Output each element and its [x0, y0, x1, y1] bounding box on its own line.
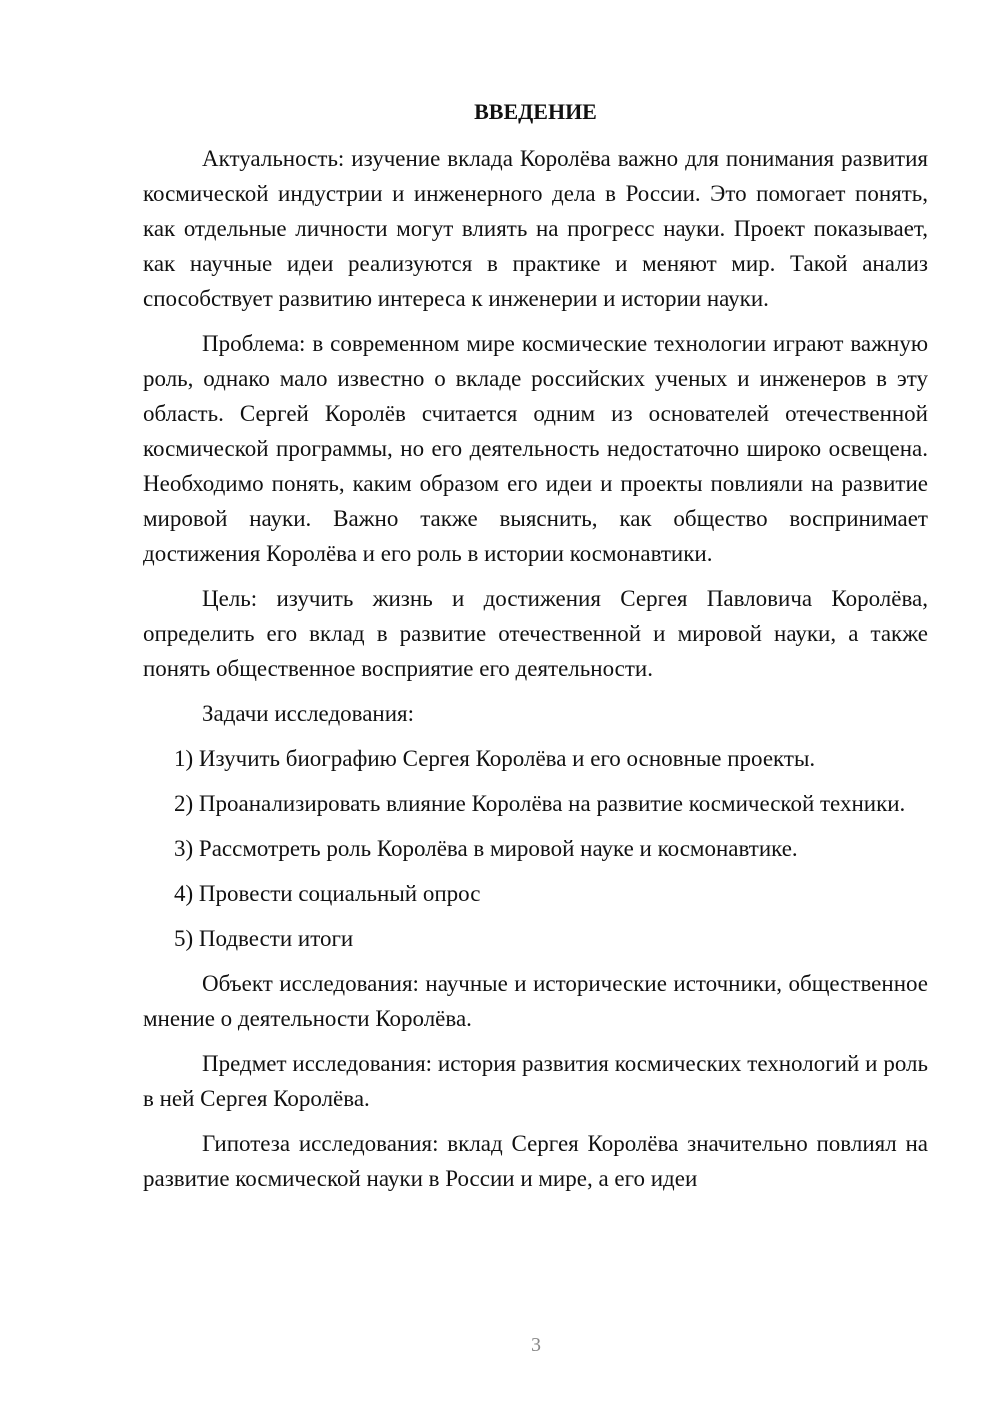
task-item: 5) Подвести итоги	[174, 926, 354, 951]
paragraph-problem: Проблема: в современном мире космические технологии играют важную роль, однако мало известно о вкладе российских ученых и инженеров в эту область. Сергей Королёв считается одним из основателей отечественной космической программы, но его деятельность недостаточно широко освещена. Необходимо понять, каким образом его идеи и проекты повлияли на развитие мировой науки. Важно также выяснить, как общество воспринимает достижения Королёва и его роль в истории космонавтики.	[143, 331, 928, 566]
page-number: 3	[531, 1334, 541, 1356]
task-item: 4) Провести социальный опрос	[174, 881, 481, 906]
task-item: 2) Проанализировать влияние Королёва на развитие космической техники.	[174, 791, 906, 816]
section-title: ВВЕДЕНИЕ	[474, 99, 597, 124]
page-content	[143, 94, 928, 1206]
paragraph-object: Объект исследования: научные и исторические источники, общественное мнение о деятельности Королёва.	[143, 971, 928, 1031]
paragraph-relevance: Актуальность: изучение вклада Королёва важно для понимания развития космической индустрии и инженерного дела в России. Это помогает понять, как отдельные личности могут влиять на прогресс науки. Проект показывает, как научные идеи реализуются в практике и меняют мир. Такой анализ способствует развитию интереса к инженерии и истории науки.	[143, 146, 928, 311]
paragraph-hypothesis: Гипотеза исследования: вклад Сергея Королёва значительно повлиял на развитие космической науки в России и мире, а его идеи	[143, 1131, 928, 1191]
paragraph-subject: Предмет исследования: история развития космических технологий и роль в ней Сергея Королёва.	[143, 1051, 928, 1111]
task-item: 3) Рассмотреть роль Королёва в мировой науке и космонавтике.	[174, 836, 798, 861]
task-item: 1) Изучить биографию Сергея Королёва и его основные проекты.	[174, 746, 816, 771]
paragraph-goal: Цель: изучить жизнь и достижения Сергея Павловича Королёва, определить его вклад в развитие отечественной и мировой науки, а также понять общественное восприятие его деятельности.	[143, 586, 928, 681]
tasks-heading: Задачи исследования:	[202, 701, 415, 726]
